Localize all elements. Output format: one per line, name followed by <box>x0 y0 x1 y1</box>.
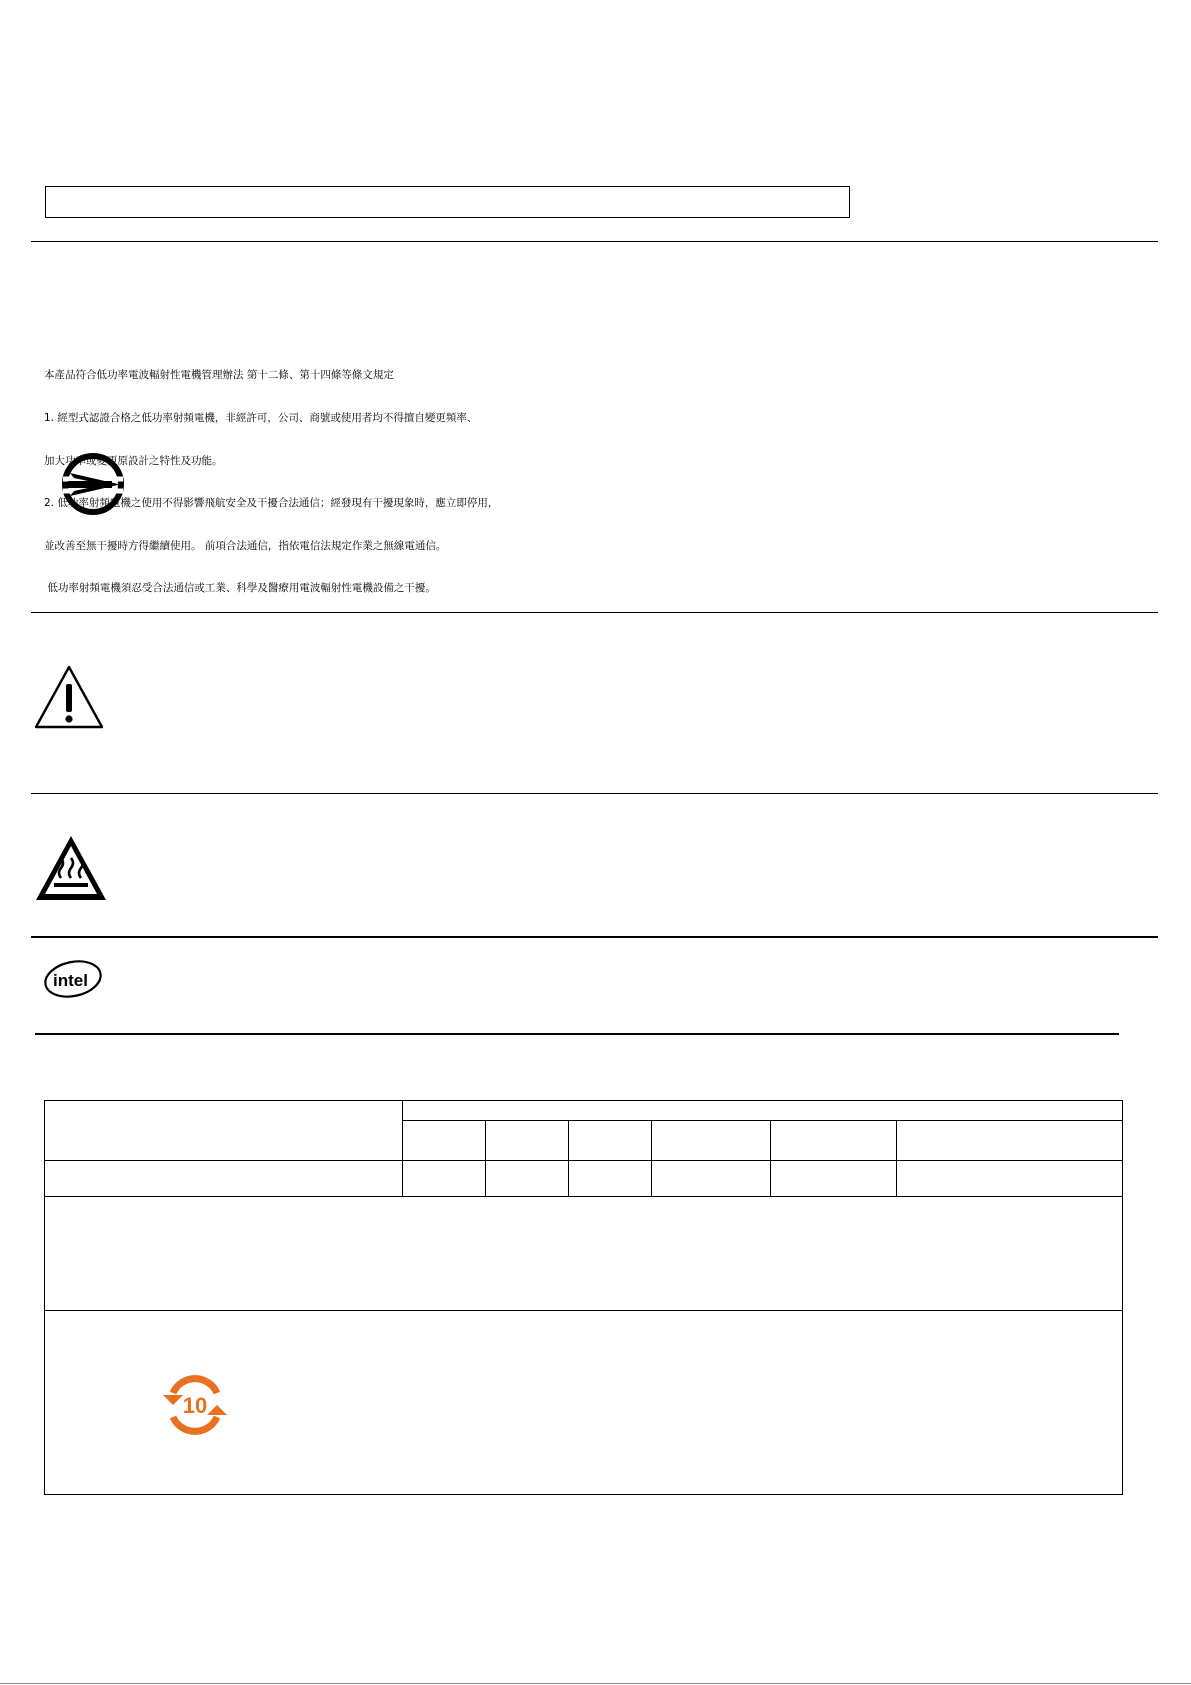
section-divider <box>31 241 1158 242</box>
page-bottom-edge <box>0 1683 1191 1684</box>
table-header-cell <box>569 1121 652 1161</box>
warning-triangle-icon <box>33 664 105 730</box>
hazardous-substances-table <box>44 1100 1123 1495</box>
intel-logo-icon <box>42 957 104 1001</box>
table-cell <box>45 1161 403 1197</box>
table-header-cell <box>652 1121 771 1161</box>
table-cell <box>403 1161 486 1197</box>
table-note-cell <box>45 1197 1123 1311</box>
table-cell <box>652 1161 771 1197</box>
table-header-cell <box>403 1101 1123 1121</box>
table-header-cell <box>486 1121 569 1161</box>
notice-line: 1. 經型式認證合格之低功率射頻電機，非經許可，公司、商號或使用者均不得擅自變更頻率、 <box>44 412 478 424</box>
environment-friendly-use-period-icon <box>161 1375 229 1435</box>
table-header-cell <box>403 1121 486 1161</box>
section-divider <box>31 612 1158 613</box>
table-header-cell <box>771 1121 897 1161</box>
table-row <box>45 1197 1123 1311</box>
section-divider <box>31 793 1158 794</box>
intel-logo-text: intel <box>53 971 88 990</box>
notice-line: 加大功率或變更原設計之特性及功能。 <box>44 454 223 467</box>
table-cell <box>569 1161 652 1197</box>
notice-line: 低功率射頻電機須忍受合法通信或工業、科學及醫療用電波輻射性電機設備之干擾。 <box>44 582 436 595</box>
efup-number: 10 <box>182 1393 208 1418</box>
notice-line: 本產品符合低功率電波輻射性電機管理辦法 第十二條、第十四條等條文規定 <box>44 369 394 382</box>
notice-line: 並改善至無干擾時方得繼續使用。 前項合法通信，指依電信法規定作業之無線電通信。 <box>44 539 447 552</box>
table-header-cell <box>45 1101 403 1161</box>
table-cell <box>897 1161 1123 1197</box>
bsmi-mark-icon <box>60 451 126 517</box>
hot-surface-icon <box>34 834 108 902</box>
empty-text-box <box>45 186 850 218</box>
table-header-cell <box>897 1121 1123 1161</box>
table-row <box>45 1161 1123 1197</box>
table-cell <box>771 1161 897 1197</box>
section-divider <box>35 1033 1119 1035</box>
section-divider <box>31 936 1158 938</box>
table-cell <box>486 1161 569 1197</box>
notice-line: 2. 低功率射頻電機之使用不得影響飛航安全及干擾合法通信；經發現有干擾現象時，應立即停用， <box>44 497 499 510</box>
